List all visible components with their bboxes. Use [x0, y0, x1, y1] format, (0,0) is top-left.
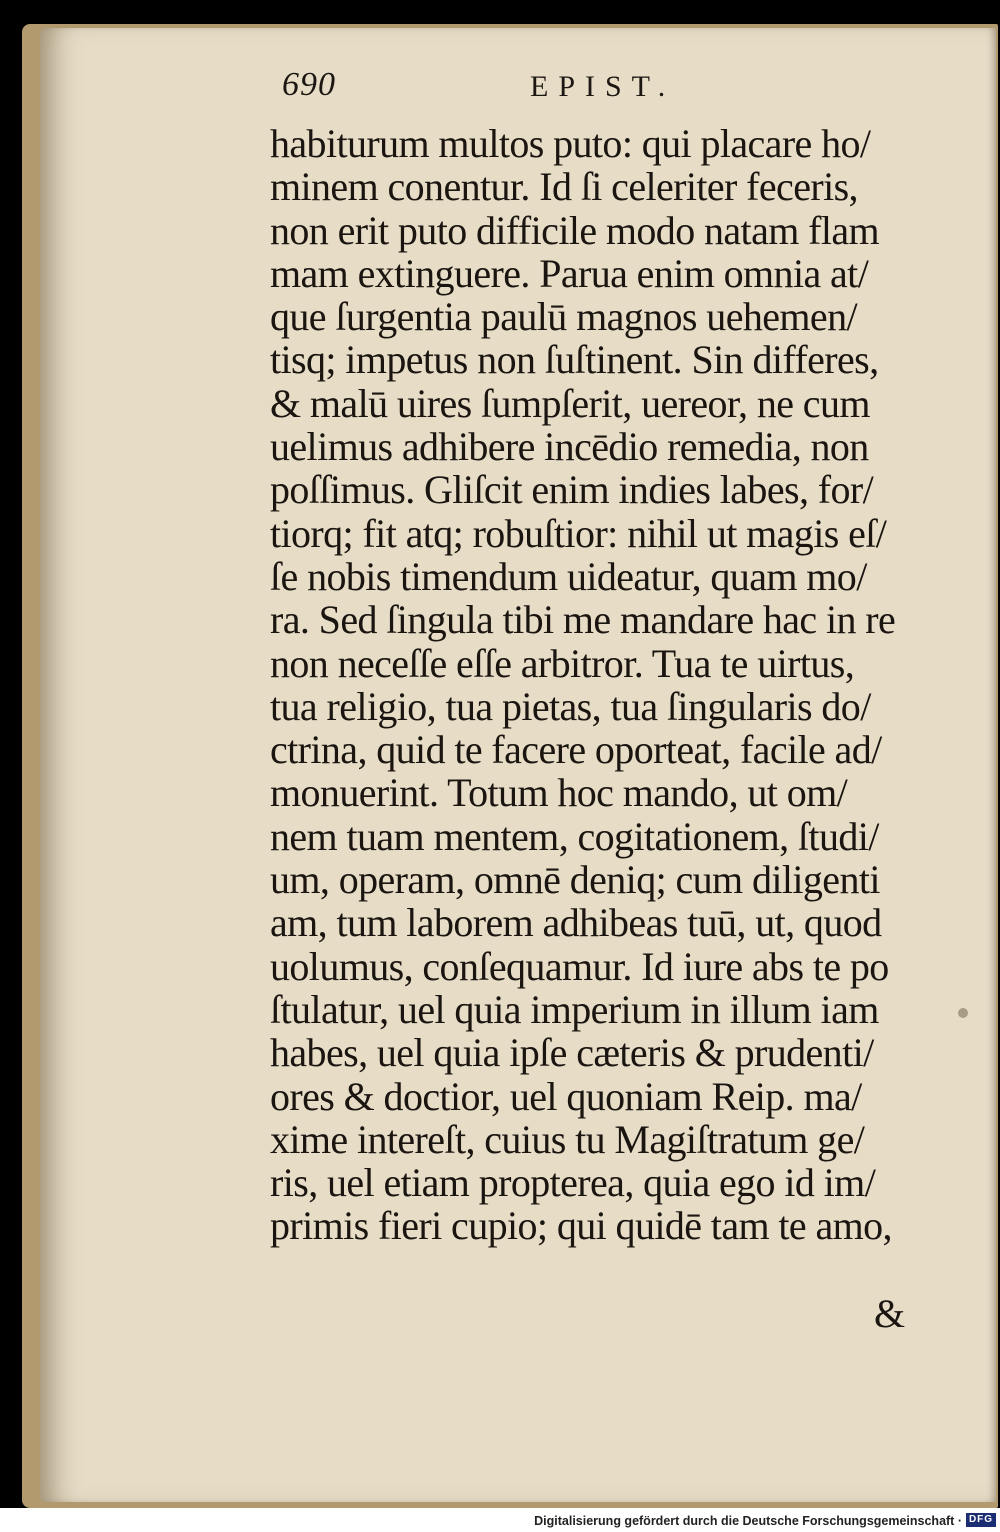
text-line: monuerint. Totum hoc mando, ut om/ — [270, 770, 848, 816]
text-line: tisq; impetus non ſuſtinent. Sin differes, — [270, 337, 879, 383]
text-line: habes, uel quia ipſe cæteris & prudenti/ — [270, 1030, 874, 1076]
page-number: 690 — [282, 66, 336, 103]
text-line: nem tuam mentem, cogitationem, ſtudi/ — [270, 813, 879, 859]
text-line: uelimus adhibere incēdio remedia, non — [270, 424, 869, 470]
text-line: ſtulatur, uel quia imperium in illum iam — [270, 986, 879, 1032]
text-line: ctrina, quid te facere oporteat, facile ad/ — [270, 727, 882, 773]
text-line: am, tum laborem adhibeas tuū, ut, quod — [270, 900, 882, 946]
running-head — [282, 66, 722, 114]
text-line: um, operam, omnē deniq; cum diligenti — [270, 857, 880, 903]
text-line: non erit puto difficile modo natam flam — [270, 207, 880, 253]
body-text — [270, 122, 950, 1248]
text-line: primis fieri cupio; qui quidē tam te amo, — [270, 1203, 892, 1249]
text-line: ris, uel etiam propterea, quia ego id im/ — [270, 1160, 876, 1206]
text-line: que ſurgentia paulū magnos uehemen/ — [270, 294, 857, 340]
dfg-logo-icon: DFG — [966, 1513, 996, 1527]
funding-credit: Digitalisierung gefördert durch die Deutsche Forschungsgemeinschaft · — [534, 1514, 962, 1528]
text-line: uolumus, conſequamur. Id iure abs te po — [270, 943, 889, 989]
text-line: non neceſſe eſſe arbitror. Tua te uirtus, — [270, 640, 855, 686]
text-line: minem conentur. Id ſi celeriter feceris, — [270, 164, 858, 210]
text-line: habiturum multos puto: qui placare ho/ — [270, 121, 871, 166]
text-line: ra. Sed ſingula tibi me mandare hac in re — [270, 597, 896, 643]
text-line: ſe nobis timendum uideatur, quam mo/ — [270, 553, 867, 599]
text-line: poſſimus. Gliſcit enim indies labes, for/ — [270, 467, 874, 513]
digitization-footer — [0, 1508, 1000, 1532]
text-line: ores & doctior, uel quoniam Reip. ma/ — [270, 1073, 862, 1119]
text-line: & malū uires ſumpſerit, uereor, ne cum — [270, 380, 870, 426]
running-title: EPIST. — [530, 70, 676, 103]
paper-blemish — [958, 1008, 968, 1018]
text-line: tua religio, tua pietas, tua ſingularis do/ — [270, 683, 871, 729]
text-line: xime intereſt, cuius tu Magiſtratum ge/ — [270, 1116, 865, 1162]
text-line: tiorq; fit atq; robuſtior: nihil ut magis eſ/ — [270, 510, 887, 556]
catchword: & — [874, 1291, 906, 1336]
text-line: mam extinguere. Parua enim omnia at/ — [270, 250, 869, 296]
